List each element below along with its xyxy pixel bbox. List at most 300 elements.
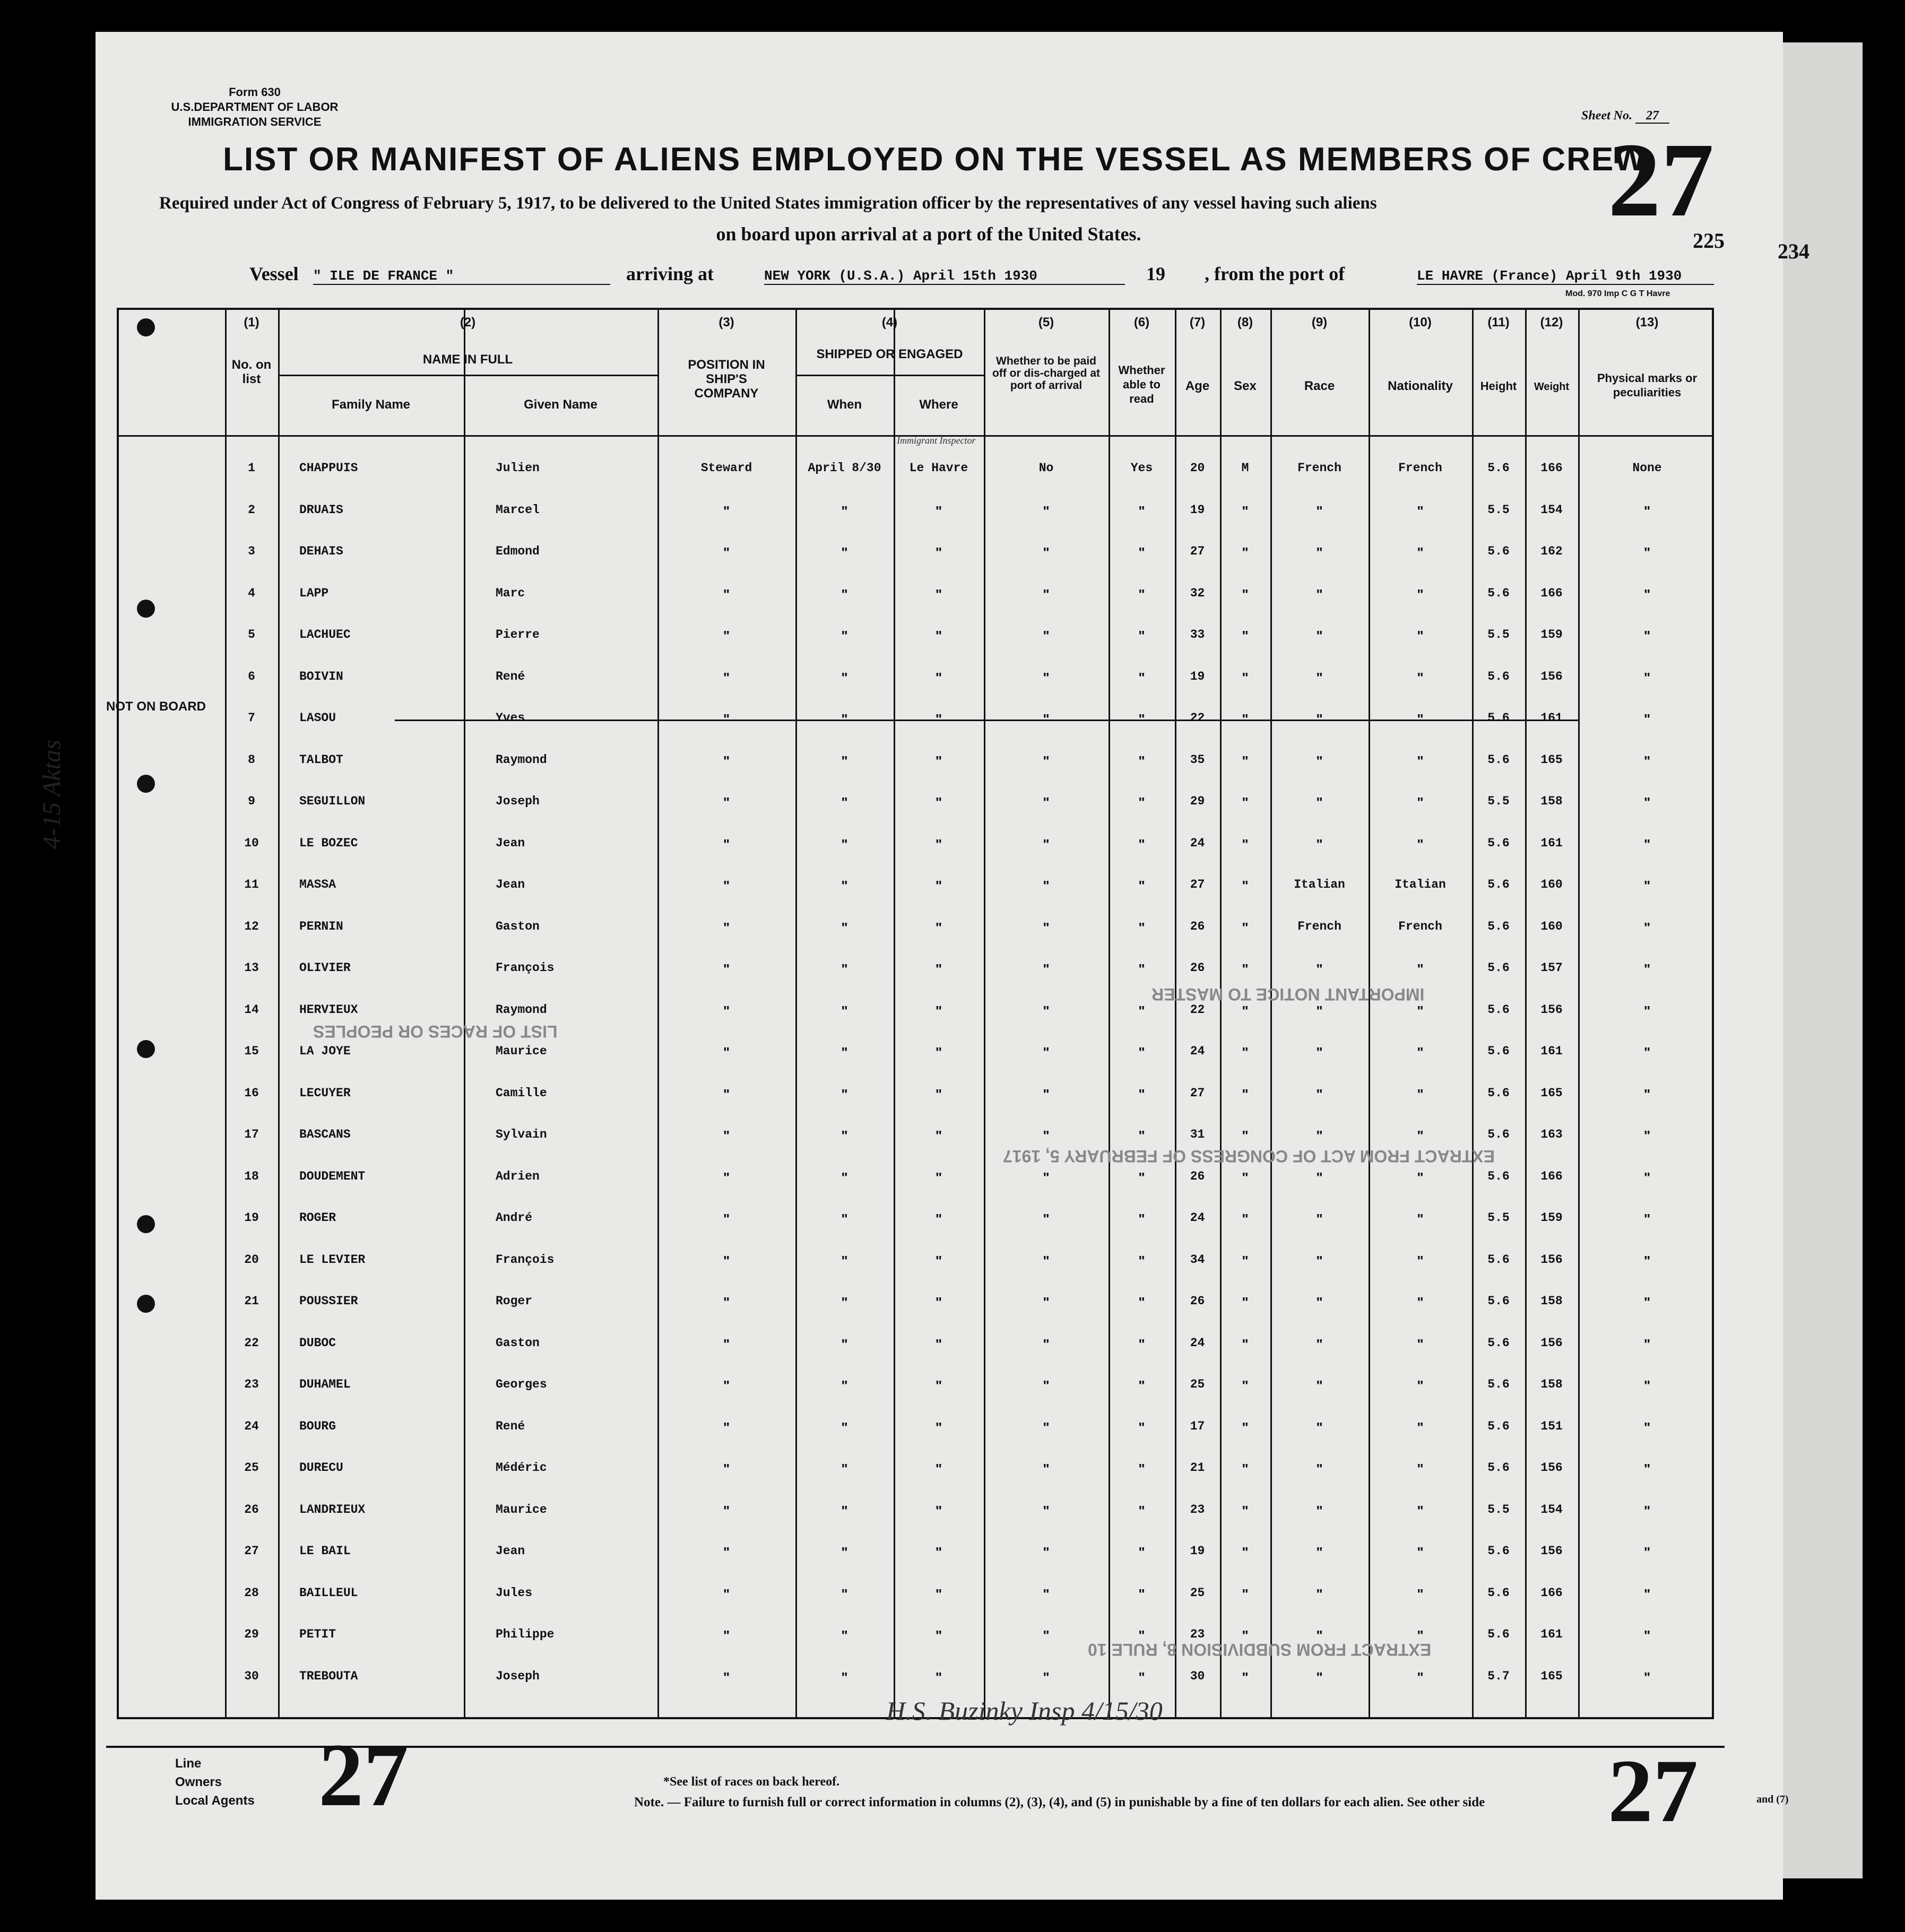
ditto-mark: " [841,878,848,894]
ditto-mark: " [1643,544,1651,560]
cell-weight: 157 [1540,961,1563,975]
cell-weight: 154 [1540,503,1563,517]
ditto-mark: " [1417,1169,1424,1185]
cell-height: 5.6 [1487,544,1510,558]
ditto-mark: " [1316,1544,1323,1560]
from-port-label: , from the port of [1205,263,1345,284]
cell-no: 28 [244,1586,259,1600]
cell-family: LE BAIL [299,1544,351,1558]
ditto-mark: " [1417,1461,1424,1477]
cell-weight: 154 [1540,1502,1563,1517]
cell-no: 15 [244,1044,259,1058]
cell-weight: 166 [1540,1586,1563,1600]
header-when: When [827,397,862,412]
ditto-mark: " [841,1336,848,1352]
cell-no: 18 [244,1169,259,1183]
ditto-mark: " [1643,961,1651,977]
cell-height: 5.6 [1487,752,1510,767]
ditto-mark: " [935,836,942,852]
cell-weight: 163 [1540,1128,1563,1141]
cell-family: ROGER [299,1211,336,1225]
cell-family: TALBOT [299,752,343,767]
ditto-mark: " [1242,711,1249,727]
cell-height: 5.6 [1487,1544,1510,1558]
cell-weight: 160 [1540,878,1563,891]
col-num-5: (5) [1038,315,1054,330]
ditto-mark: " [1138,919,1145,935]
ditto-mark: " [1242,628,1249,644]
ditto-mark: " [1242,878,1249,894]
ditto-mark: " [1316,1044,1323,1060]
cell-when: April 8/30 [808,461,881,475]
cell-given: Roger [496,1294,533,1308]
inspector-signature: H.S. Buzinky Insp 4/15/30 [886,1696,1163,1726]
ditto-mark: " [723,544,730,560]
ditto-mark: " [1043,1086,1050,1102]
ditto-mark: " [935,1336,942,1352]
cell-given: Camille [496,1086,547,1100]
ditto-mark: " [1417,503,1424,519]
ditto-mark: " [1138,1169,1145,1185]
col-num-13: (13) [1635,315,1659,330]
ditto-mark: " [1643,752,1651,769]
cell-no: 22 [244,1336,259,1350]
col-num-2: (2) [460,315,476,330]
cell-age: 29 [1190,794,1205,808]
ditto-mark: " [1643,1502,1651,1519]
cell-height: 5.6 [1487,961,1510,975]
ditto-mark: " [1043,1627,1050,1643]
ditto-mark: " [1138,1669,1145,1685]
cell-no: 12 [244,919,259,933]
ditto-mark: " [1417,1211,1424,1227]
cell-given: André [496,1211,533,1225]
cell-given: Médéric [496,1461,547,1475]
arriving-label: arriving at [626,263,714,284]
ditto-mark: " [1242,503,1249,519]
header-race: Race [1304,379,1335,393]
ditto-mark: " [1138,1086,1145,1102]
ditto-mark: " [1043,711,1050,727]
ditto-mark: " [1242,1294,1249,1310]
ditto-mark: " [1417,1294,1424,1310]
sheet-number [1581,109,1669,123]
ditto-mark: " [935,1044,942,1060]
ditto-mark: " [841,1002,848,1019]
header-sex: Sex [1234,379,1257,393]
cell-family: LAPP [299,586,329,600]
header-given-name: Given Name [524,397,598,412]
ditto-mark: " [1242,586,1249,602]
cell-age: 19 [1190,503,1205,517]
ditto-mark: " [723,1669,730,1685]
ditto-mark: " [1316,794,1323,810]
ditto-mark: " [1242,1502,1249,1519]
cell-age: 17 [1190,1419,1205,1433]
ditto-mark: " [1643,1169,1651,1185]
col-num-4: (4) [881,315,898,330]
cell-weight: 165 [1540,1669,1563,1683]
service-name: IMMIGRATION SERVICE [188,115,322,128]
ditto-mark: " [723,1419,730,1435]
cell-family: DOUDEMENT [299,1169,366,1183]
ditto-mark: " [1316,628,1323,644]
ditto-mark: " [1316,1419,1323,1435]
col-num-8: (8) [1237,315,1253,330]
ditto-mark: " [1417,586,1424,602]
ditto-mark: " [1316,544,1323,560]
cell-family: OLIVIER [299,961,351,975]
ditto-mark: " [1643,1419,1651,1435]
cell-age: 26 [1190,1169,1205,1183]
cell-family: PETIT [299,1627,336,1641]
cell-weight: 166 [1540,586,1563,600]
ditto-mark: " [935,586,942,602]
ditto-mark: " [1417,1002,1424,1019]
ditto-mark: " [1043,1586,1050,1602]
cell-age: 33 [1190,628,1205,642]
cell-height: 5.6 [1487,1169,1510,1183]
cell-height: 5.6 [1487,836,1510,850]
ditto-mark: " [723,1086,730,1102]
not-on-board-stamp: NOT ON BOARD [106,699,206,714]
header-age: Age [1185,379,1210,393]
header-physical-marks: Physical marks or peculiarities [1597,371,1698,399]
ditto-mark: " [1138,1419,1145,1435]
ditto-mark: " [723,1128,730,1143]
ditto-mark: " [935,878,942,894]
ditto-mark: " [1417,711,1424,727]
ditto-mark: " [1643,1002,1651,1019]
ditto-mark: " [841,919,848,935]
ditto-mark: " [1316,836,1323,852]
cell-given: Gaston [496,919,540,933]
cell-age: 22 [1190,711,1205,725]
header-name-in-full: NAME IN FULL [422,352,513,367]
ditto-mark: " [841,503,848,519]
ditto-mark: " [1043,794,1050,810]
ditto-mark: " [1643,1669,1651,1685]
ditto-mark: " [1417,752,1424,769]
cell-age: 31 [1190,1128,1205,1141]
cell-weight: 161 [1540,711,1563,725]
ditto-mark: " [723,878,730,894]
ditto-mark: " [723,1169,730,1185]
col-num-3: (3) [718,315,734,330]
cell-no: 4 [248,586,255,600]
ditto-mark: " [1138,794,1145,810]
cell-weight: 159 [1540,628,1563,642]
cell-family: BASCANS [299,1128,351,1141]
ditto-mark: " [1138,1502,1145,1519]
cell-family: SEGUILLON [299,794,366,808]
ditto-mark: " [935,711,942,727]
cell-given: Jules [496,1586,533,1600]
cell-no: 27 [244,1544,259,1558]
big-sheet-number: 27 [1608,122,1714,239]
cell-weight: 156 [1540,1002,1563,1017]
header-nationality: Nationality [1388,379,1453,393]
ditto-mark: " [723,836,730,852]
ditto-mark: " [1138,586,1145,602]
ditto-mark: " [1316,1086,1323,1102]
ditto-mark: " [1043,1294,1050,1310]
page-title: LIST OR MANIFEST OF ALIENS EMPLOYED ON THE VESSEL AS MEMBERS OF CREW [223,141,1647,178]
ditto-mark: " [1043,1211,1050,1227]
cell-family: DUBOC [299,1336,336,1350]
ditto-mark: " [1242,1002,1249,1019]
cell-height: 5.6 [1487,711,1510,725]
ditto-mark: " [1316,503,1323,519]
ditto-mark: " [841,1169,848,1185]
col-num-1: (1) [244,315,259,330]
cell-no: 17 [244,1128,259,1141]
ditto-mark: " [1138,878,1145,894]
ditto-mark: " [1643,586,1651,602]
ditto-mark: " [1242,669,1249,686]
cell-height: 5.5 [1487,628,1510,642]
ditto-mark: " [1242,919,1249,935]
ditto-mark: " [1643,1544,1651,1560]
cell-given: Adrien [496,1169,540,1183]
ditto-mark: " [1043,1377,1050,1393]
cell-no: 5 [248,628,255,642]
ditto-mark: " [1316,1377,1323,1393]
ditto-mark: " [1643,1252,1651,1269]
cell-family: LE BOZEC [299,836,358,850]
ditto-mark: " [723,1627,730,1643]
cell-race: Italian [1294,878,1345,891]
cell-height: 5.5 [1487,1502,1510,1517]
ditto-mark: " [841,669,848,686]
ditto-mark: " [1417,836,1424,852]
ditto-mark: " [1417,1128,1424,1143]
underlying-sheet [1772,42,1863,1878]
cell-sex: M [1241,461,1249,475]
cell-weight: 165 [1540,1086,1563,1100]
ditto-mark: " [935,628,942,644]
cell-no: 29 [244,1627,259,1641]
ditto-mark: " [1043,919,1050,935]
ditto-mark: " [1138,1252,1145,1269]
cell-nationality: Italian [1395,878,1446,891]
cell-given: François [496,1252,555,1267]
cell-age: 23 [1190,1502,1205,1517]
ditto-mark: " [1643,1211,1651,1227]
ditto-mark: " [841,1586,848,1602]
ditto-mark: " [841,1044,848,1060]
from-port-value: LE HAVRE (France) April 9th 1930 [1417,268,1714,285]
cell-age: 24 [1190,836,1205,850]
cell-weight: 161 [1540,1627,1563,1641]
header-where: Where [919,397,958,412]
ditto-mark: " [1417,1669,1424,1685]
cell-no: 3 [248,544,255,558]
ditto-mark: " [1138,503,1145,519]
bleed-subdivision-title: EXTRACT FROM SUBDIVISION 8, RULE 10 [1088,1640,1432,1659]
ditto-mark: " [1138,961,1145,977]
arriving-value: NEW YORK (U.S.A.) April 15th 1930 [764,268,1125,285]
ditto-mark: " [841,1086,848,1102]
side-number-225: 225 [1693,229,1725,253]
cell-weight: 158 [1540,1377,1563,1391]
ditto-mark: " [1242,1169,1249,1185]
cell-family: CHAPPUIS [299,461,358,475]
cell-family: POUSSIER [299,1294,358,1308]
ditto-mark: " [1242,544,1249,560]
ditto-mark: " [1643,1044,1651,1060]
ditto-mark: " [723,503,730,519]
cell-given: Pierre [496,628,540,642]
cell-age: 27 [1190,878,1205,891]
ditto-mark: " [1316,1128,1323,1143]
cell-height: 5.6 [1487,1044,1510,1058]
inspector-stamp: Immigrant Inspector [897,435,976,446]
ditto-mark: " [1417,961,1424,977]
ditto-mark: " [935,1627,942,1643]
ditto-mark: " [1242,1086,1249,1102]
ditto-mark: " [935,1586,942,1602]
ditto-mark: " [723,586,730,602]
ditto-mark: " [1643,1377,1651,1393]
footer-big-number-right: 27 [1608,1741,1698,1841]
ditto-mark: " [1138,669,1145,686]
ditto-mark: " [1043,1044,1050,1060]
ditto-mark: " [1316,1294,1323,1310]
cell-age: 24 [1190,1336,1205,1350]
ditto-mark: " [1643,794,1651,810]
ditto-mark: " [1417,1586,1424,1602]
cell-height: 5.6 [1487,1586,1510,1600]
ditto-mark: " [1242,1627,1249,1643]
ditto-mark: " [1417,669,1424,686]
department-name: U.S.DEPARTMENT OF LABOR [171,100,339,114]
header-able-to-read: Whether able to read [1118,363,1165,405]
cell-weight: 156 [1540,1461,1563,1475]
cell-weight: 159 [1540,1211,1563,1225]
cell-age: 25 [1190,1586,1205,1600]
ditto-mark: " [1138,1586,1145,1602]
ditto-mark: " [1043,752,1050,769]
ditto-mark: " [935,1002,942,1019]
cell-family: DRUAIS [299,503,343,517]
cell-family: LACHUEC [299,628,351,642]
cell-age: 22 [1190,1002,1205,1017]
form-number: Form 630 [229,85,281,99]
ditto-mark: " [1643,1128,1651,1143]
ditto-mark: " [841,544,848,560]
cell-no: 13 [244,961,259,975]
ditto-mark: " [1417,1252,1424,1269]
ditto-mark: " [723,1502,730,1519]
cell-height: 5.6 [1487,1128,1510,1141]
ditto-mark: " [1417,1336,1424,1352]
ditto-mark: " [841,1252,848,1269]
ditto-mark: " [1138,1461,1145,1477]
cell-height: 5.6 [1487,461,1510,475]
cell-given: Joseph [496,794,540,808]
cell-height: 5.6 [1487,1336,1510,1350]
col-num-9: (9) [1311,315,1328,330]
ditto-mark: " [1043,1169,1050,1185]
ditto-mark: " [935,752,942,769]
cell-age: 19 [1190,669,1205,683]
ditto-mark: " [1316,1169,1323,1185]
cell-age: 34 [1190,1252,1205,1267]
ditto-mark: " [1043,878,1050,894]
ditto-mark: " [935,503,942,519]
cell-height: 5.6 [1487,878,1510,891]
bleed-notice-title: IMPORTANT NOTICE TO MASTER [1151,985,1425,1004]
ditto-mark: " [841,1419,848,1435]
ditto-mark: " [1138,1002,1145,1019]
cell-family: DURECU [299,1461,343,1475]
ditto-mark: " [935,669,942,686]
ditto-mark: " [841,1377,848,1393]
ditto-mark: " [1043,836,1050,852]
cell-no: 25 [244,1461,259,1475]
ditto-mark: " [935,1377,942,1393]
ditto-mark: " [841,752,848,769]
footer-penalty-note: Note. — Failure to furnish full or correct information in columns (2), (3), (4), and (5) in punishable by a fine of ten dollars for each alien. See other side [634,1795,1485,1809]
header-height: Height [1480,379,1517,393]
cell-family: DEHAIS [299,544,343,558]
ditto-mark: " [1316,961,1323,977]
ditto-mark: " [1138,1211,1145,1227]
ditto-mark: " [1043,1544,1050,1560]
cell-weight: 151 [1540,1419,1563,1433]
ditto-mark: " [841,1128,848,1143]
ditto-mark: " [723,752,730,769]
printer-note: Mod. 970 Imp C G T Havre [1565,289,1670,298]
cell-height: 5.6 [1487,919,1510,933]
ditto-mark: " [1138,836,1145,852]
cell-given: Georges [496,1377,547,1391]
ditto-mark: " [723,1002,730,1019]
ditto-mark: " [1316,1461,1323,1477]
ditto-mark: " [935,544,942,560]
cell-no: 24 [244,1419,259,1433]
cell-weight: 166 [1540,461,1563,475]
cell-age: 21 [1190,1461,1205,1475]
ditto-mark: " [1138,628,1145,644]
year-label: 19 [1146,263,1165,284]
ditto-mark: " [1043,586,1050,602]
cell-weight: 160 [1540,919,1563,933]
header-family-name: Family Name [331,397,411,412]
cell-weight: 166 [1540,1169,1563,1183]
cell-no: 1 [248,461,255,475]
col-num-11: (11) [1487,315,1510,330]
cell-no: 11 [244,878,259,891]
cell-no: 21 [244,1294,259,1308]
ditto-mark: " [841,961,848,977]
ditto-mark: " [841,836,848,852]
header-weight: Weight [1534,381,1570,393]
cell-family: LASOU [299,711,336,725]
ditto-mark: " [1316,1252,1323,1269]
ditto-mark: " [1043,544,1050,560]
ditto-mark: " [841,794,848,810]
col-num-12: (12) [1540,315,1563,330]
cell-height: 5.6 [1487,586,1510,600]
cell-given: Raymond [496,752,547,767]
ditto-mark: " [1643,628,1651,644]
cell-age: 19 [1190,1544,1205,1558]
ditto-mark: " [1643,878,1651,894]
ditto-mark: " [1417,794,1424,810]
ditto-mark: " [1316,1336,1323,1352]
